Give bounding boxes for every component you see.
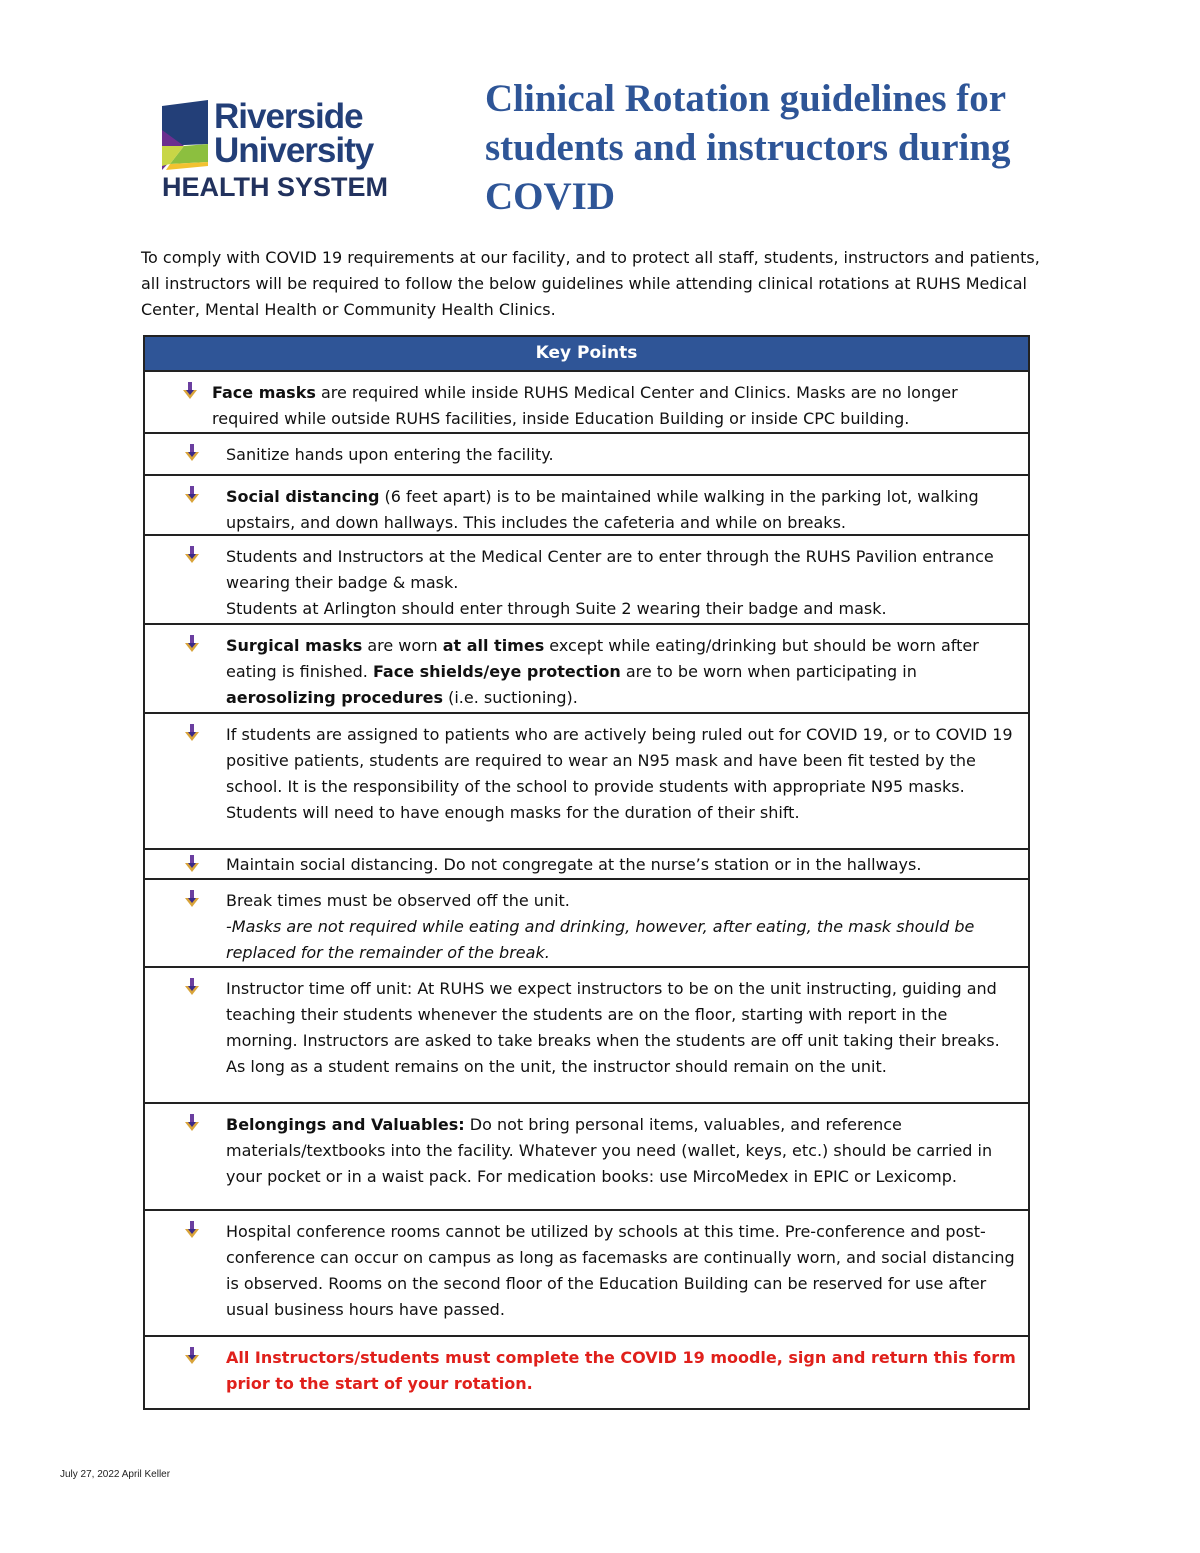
logo-mark-icon [162, 100, 208, 170]
row-text: If students are assigned to patients who are actively being ruled out for COVID 19, or to COVID 19 positive patients, students are required to wear an N95 mask and have been fit tested by the school. It is the responsibility of the school to provide students with appropriate N95 masks. Students will need to have enough masks for the duration of their shift. [226, 725, 1013, 822]
bullet-arrow-icon [185, 486, 199, 504]
bold-term: Face masks [212, 383, 316, 402]
table-row [145, 625, 1028, 714]
table-header: Key Points [145, 337, 1028, 372]
bullet-arrow-icon [185, 444, 199, 462]
row-text: Maintain social distancing. Do not congregate at the nurse’s station or in the hallways. [226, 855, 922, 874]
bold-term: Face shields/eye protection [372, 662, 621, 681]
text-span: are to be worn when participating in [620, 662, 917, 681]
table-row [145, 536, 1028, 625]
logo-line-3: HEALTH SYSTEM [162, 172, 389, 202]
row-text: Sanitize hands upon entering the facility. [226, 445, 554, 464]
table-row [145, 850, 1028, 880]
bold-term: Surgical masks [226, 636, 363, 655]
text-span: except while eating/drinking but should be worn after eating is finished. [226, 636, 979, 681]
row-text [226, 544, 1018, 622]
text-span: are worn [362, 636, 443, 655]
table-row [145, 1337, 1028, 1408]
table-row [145, 1211, 1028, 1337]
footer-date-author: July 27, 2022 April Keller [60, 1469, 171, 1480]
text-span: Do not bring personal items, valuables, and reference materials/textbooks into the facility. Whatever you need (wallet, keys, etc.) should be carried in your pocket or in a waist pack. For medication books: use MircoMedex in EPIC or Lexicomp. [226, 1115, 993, 1186]
text-span: are required while inside RUHS Medical Center and Clinics. Masks are no longer required while outside RUHS facilities, inside Education Building or inside CPC building. [212, 383, 958, 428]
row-text [226, 888, 1018, 966]
bold-term: Social distancing [226, 487, 380, 506]
table-row [145, 476, 1028, 536]
text-line: Break times must be observed off the unit. [226, 891, 570, 910]
bullet-arrow-icon [185, 724, 199, 742]
table-row [145, 434, 1028, 476]
row-text [226, 484, 1018, 536]
text-span: (i.e. suctioning). [443, 688, 578, 707]
table-row [145, 372, 1028, 434]
table-row [145, 880, 1028, 968]
table-row [145, 968, 1028, 1104]
bullet-arrow-icon [185, 1221, 199, 1239]
bold-term: Belongings and Valuables: [226, 1115, 465, 1134]
bullet-arrow-icon [185, 890, 199, 908]
intro-paragraph: To comply with COVID 19 requirements at our facility, and to protect all staff, students, instructors and patients, all instructors will be required to follow the below guidelines while attending clinical rotations at RUHS Medical Center, Mental Health or Community Health Clinics. [141, 248, 1040, 319]
bullet-arrow-icon [183, 382, 197, 400]
document-title: Clinical Rotation guidelines for students and instructors during COVID [485, 77, 1011, 218]
key-points-table [143, 335, 1030, 1410]
text-line: Students and Instructors at the Medical Center are to enter through the RUHS Pavilion entrance wearing their badge & mask. [226, 547, 994, 592]
bullet-arrow-icon [185, 546, 199, 564]
bold-term: aerosolizing procedures [226, 688, 444, 707]
text-span: (6 feet apart) is to be maintained while walking in the parking lot, walking upstairs, and down hallways. This includes the cafeteria and while on breaks. [226, 487, 979, 532]
text-line: Students at Arlington should enter through Suite 2 wearing their badge and mask. [226, 599, 887, 618]
row-text [226, 633, 1018, 711]
row-text [226, 1112, 1018, 1190]
logo-line-2: University [214, 131, 374, 170]
table-row [145, 1104, 1028, 1211]
table-row [145, 714, 1028, 850]
bullet-arrow-icon [185, 978, 199, 996]
row-text [212, 380, 1018, 432]
bullet-arrow-icon [185, 1347, 199, 1365]
bullet-arrow-icon [185, 1114, 199, 1132]
bold-term: at all times [442, 636, 545, 655]
row-text: Hospital conference rooms cannot be utilized by schools at this time. Pre-conference and post-conference can occur on campus as long as facemasks are continually worn, and social distancing is observed. Rooms on the second floor of the Education Building can be reserved for use after usual business hours have passed. [226, 1222, 1015, 1319]
warning-text: All Instructors/students must complete the COVID 19 moodle, sign and return this form prior to the start of your rotation. [226, 1348, 1016, 1393]
italic-note: -Masks are not required while eating and drinking, however, after eating, the mask should be replaced for the remainder of the break. [226, 917, 975, 962]
riverside-logo [162, 97, 402, 202]
row-text: Instructor time off unit: At RUHS we expect instructors to be on the unit instructing, guiding and teaching their students whenever the students are on the floor, starting with report in the morning. Instructors are asked to take breaks when the students are off unit taking their breaks. As long as a student remains on the unit, the instructor should remain on the unit. [226, 979, 1000, 1076]
bullet-arrow-icon [185, 855, 199, 873]
logo-line-1: Riverside [214, 97, 363, 136]
bullet-arrow-icon [185, 635, 199, 653]
